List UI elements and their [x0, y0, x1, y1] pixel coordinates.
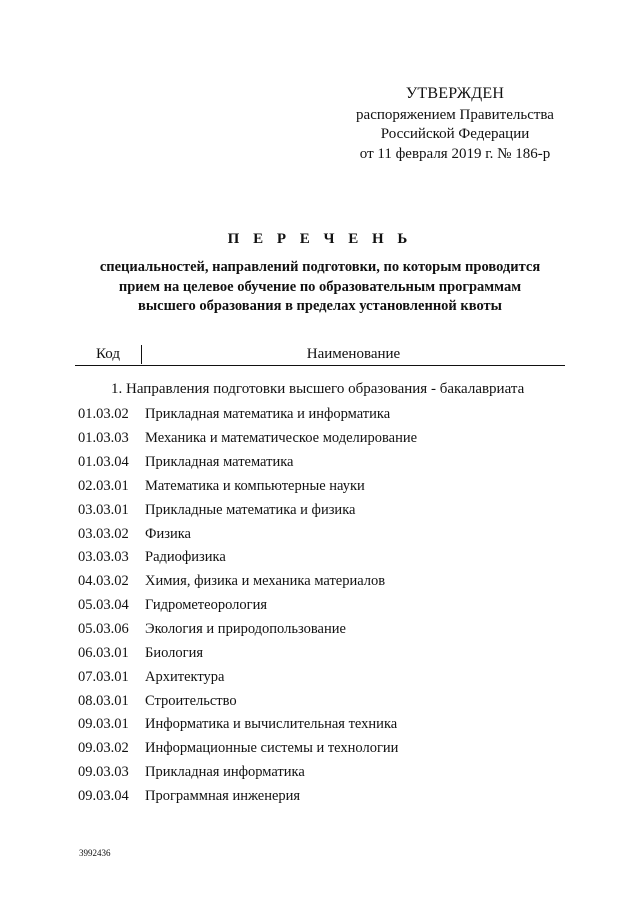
table-row — [78, 403, 578, 427]
table-row — [78, 737, 578, 761]
subtitle-line-3: высшего образования в пределах установленной квоты — [138, 298, 502, 314]
row-code: 07.03.01 — [78, 668, 129, 685]
table-row — [78, 475, 578, 499]
row-name: Химия, физика и механика материалов — [145, 573, 386, 590]
row-name: Архитектура — [145, 668, 225, 685]
approval-line-3: от 11 февраля 2019 г. № 186-р — [359, 145, 551, 162]
document-subtitle — [60, 258, 580, 317]
row-name: Механика и математическое моделирование — [145, 430, 418, 447]
table-row — [78, 594, 578, 618]
row-name: Информатика и вычислительная техника — [145, 716, 398, 733]
approval-block — [340, 84, 570, 164]
row-name: Прикладные математика и физика — [145, 501, 356, 518]
row-name: Физика — [145, 525, 191, 542]
row-code: 01.03.02 — [78, 406, 129, 423]
column-header-code: Код — [75, 345, 142, 364]
table-row — [78, 451, 578, 475]
table-header — [75, 345, 565, 366]
table-row — [78, 641, 578, 665]
row-code: 09.03.02 — [78, 740, 129, 757]
row-name: Биология — [145, 644, 204, 661]
subtitle-line-1: специальностей, направлений подготовки, по которым проводится — [99, 259, 541, 275]
row-code: 08.03.01 — [78, 692, 129, 709]
row-code: 09.03.04 — [78, 787, 129, 804]
table-row — [78, 785, 578, 809]
table-row — [78, 427, 578, 451]
row-code: 05.03.04 — [78, 597, 129, 614]
row-code: 09.03.01 — [78, 716, 129, 733]
row-code: 03.03.03 — [78, 549, 129, 566]
table-row — [78, 665, 578, 689]
row-code: 09.03.03 — [78, 764, 129, 781]
row-name: Прикладная математика и информатика — [145, 406, 391, 423]
table-row — [78, 713, 578, 737]
row-name: Строительство — [145, 692, 237, 709]
table-row — [78, 761, 578, 785]
row-code: 06.03.01 — [78, 644, 129, 661]
row-name: Радиофизика — [145, 549, 226, 566]
specialty-list — [78, 403, 578, 808]
row-code: 05.03.06 — [78, 621, 129, 638]
table-row — [78, 570, 578, 594]
table-row — [78, 522, 578, 546]
footer-doc-number: 3992436 — [79, 848, 111, 858]
row-name: Экология и природопользование — [145, 621, 346, 638]
row-name: Программная инженерия — [145, 787, 301, 804]
document-title: П Е Р Е Ч Е Н Ь — [227, 231, 413, 247]
row-name: Гидрометеорология — [145, 597, 267, 614]
section-heading: 1. Направления подготовки высшего образования - бакалавриата — [111, 381, 525, 397]
approval-line-2: Российской Федерации — [380, 126, 530, 142]
approval-line-1: распоряжением Правительства — [356, 106, 554, 123]
row-name: Информационные системы и технологии — [145, 740, 399, 757]
row-name: Прикладная информатика — [145, 764, 305, 781]
table-row — [78, 689, 578, 713]
row-code: 04.03.02 — [78, 573, 129, 590]
row-code: 03.03.01 — [78, 501, 129, 518]
row-code: 02.03.01 — [78, 477, 129, 494]
table-row — [78, 618, 578, 642]
column-header-name: Наименование — [306, 346, 401, 362]
row-code: 01.03.04 — [78, 454, 129, 471]
table-row — [78, 498, 578, 522]
row-name: Прикладная математика — [145, 454, 294, 471]
approval-title: УТВЕРЖДЕН — [405, 85, 505, 102]
row-code: 03.03.02 — [78, 525, 129, 542]
subtitle-line-2: прием на целевое обучение по образовательным программам — [118, 278, 522, 295]
table-row — [78, 546, 578, 570]
row-name: Математика и компьютерные науки — [145, 477, 365, 494]
row-code: 01.03.03 — [78, 430, 129, 447]
